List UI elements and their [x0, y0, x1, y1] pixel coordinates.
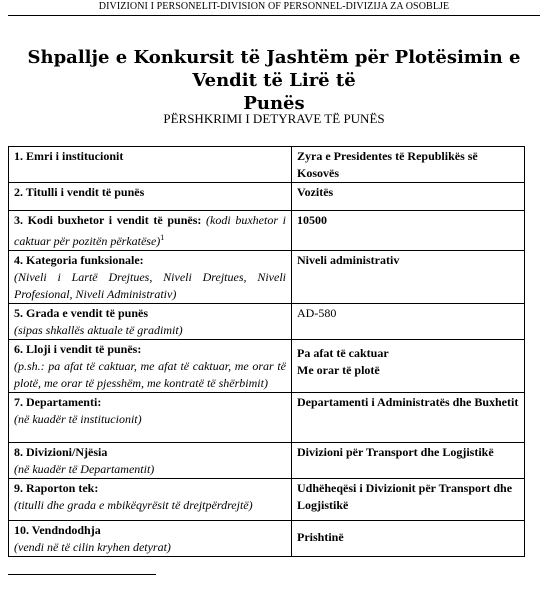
- section-subtitle: PËRSHKRIMI I DETYRAVE TË PUNËS: [163, 111, 385, 126]
- row-value: 10500: [297, 213, 327, 227]
- table-row: [9, 340, 525, 393]
- row-label-cell: [9, 251, 292, 304]
- row-value-cell: [292, 479, 525, 521]
- row-value: Departamenti i Administratës dhe Buxhetit: [297, 395, 519, 409]
- row-note: (Niveli i Lartë Drejtues, Niveli Drejtues, Niveli Profesional, Niveli Administrativ): [14, 270, 286, 301]
- row-label: 8. Divizioni/Njësia: [14, 445, 108, 459]
- row-label-cell: [9, 147, 292, 183]
- row-label-cell: [9, 393, 292, 443]
- footnote-marker: 1: [160, 233, 165, 242]
- row-value: Divizioni për Transport dhe Logjistikë: [297, 445, 494, 459]
- row-label: 9. Raporton tek:: [14, 481, 99, 495]
- row-label: 1. Emri i institucionit: [14, 149, 124, 163]
- row-note: (sipas shkallës aktuale të gradimit): [14, 323, 183, 337]
- row-value: Prishtinë: [297, 530, 344, 544]
- row-label-cell: [9, 521, 292, 557]
- row-label: 4. Kategoria funksionale:: [14, 253, 144, 267]
- row-value: Udhëheqësi i Divizionit për Transport dhe Logjistikë: [297, 481, 513, 512]
- row-label: 7. Departamenti:: [14, 395, 102, 409]
- row-label: 5. Grada e vendit të punës: [14, 306, 149, 320]
- row-label-cell: [9, 183, 292, 211]
- row-value-secondary: Me orar të plotë: [297, 363, 380, 377]
- title-line-1: Shpallje e Konkursit të Jashtëm për Plotësimin e Vendit të Lirë të: [27, 47, 521, 91]
- row-value: Niveli administrativ: [297, 253, 400, 267]
- row-value: Pa afat të caktuar: [297, 346, 389, 360]
- table-row: [9, 393, 525, 443]
- table-row: [9, 251, 525, 304]
- row-value-cell: [292, 183, 525, 211]
- table-row: [9, 521, 525, 557]
- table-row: [9, 304, 525, 340]
- row-label-cell: [9, 304, 292, 340]
- row-value-cell: [292, 393, 525, 443]
- row-value-cell: [292, 521, 525, 557]
- table-row: [9, 147, 525, 183]
- row-value: Vozitës: [297, 185, 334, 199]
- row-note: (p.sh.: pa afat të caktuar, me afat të caktuar, me orar të plotë, me orar të pjesshëm, me kontratë të shërbimit): [14, 359, 286, 390]
- row-value-cell: [292, 211, 525, 251]
- row-value-cell: [292, 340, 525, 393]
- row-label: 2. Titulli i vendit të punës: [14, 185, 145, 199]
- footnote-separator: [8, 574, 156, 575]
- table-row: [9, 211, 525, 251]
- row-label-cell: [9, 479, 292, 521]
- row-label-cell: [9, 211, 292, 251]
- row-note: (në kuadër të institucionit): [14, 412, 142, 426]
- row-note: (në kuadër të Departamentit): [14, 462, 155, 476]
- table-row: [9, 479, 525, 521]
- row-value-cell: [292, 147, 525, 183]
- row-value-cell: [292, 251, 525, 304]
- row-label-cell: [9, 443, 292, 479]
- job-description-table: [8, 146, 525, 557]
- table-row: [9, 183, 525, 211]
- row-value-cell: [292, 443, 525, 479]
- row-note: (titulli dhe grada e mbikëqyrësit të drejtpërdrejtë): [14, 498, 253, 512]
- row-note: (kodi buxhetor i caktuar për pozitën përkatëse): [14, 213, 286, 248]
- row-label: 3. Kodi buxhetor i vendit të punës:: [14, 213, 202, 227]
- row-label: 10. Vendndodhja: [14, 523, 101, 537]
- row-label: 6. Lloji i vendit të punës:: [14, 342, 142, 356]
- title-line-2: Punës: [243, 93, 305, 114]
- row-label-cell: [9, 340, 292, 393]
- document-title: [20, 46, 528, 115]
- row-value: AD-580: [297, 306, 337, 320]
- row-note: (vendi në të cilin kryhen detyrat): [14, 540, 171, 554]
- page-header: DIVIZIONI I PERSONELIT-DIVISION OF PERSONNEL-DIVIZIJA ZA OSOBLJE: [8, 0, 540, 16]
- row-value: Zyra e Presidentes të Republikës së Kosovës: [297, 149, 478, 180]
- row-value-cell: [292, 304, 525, 340]
- table-row: [9, 443, 525, 479]
